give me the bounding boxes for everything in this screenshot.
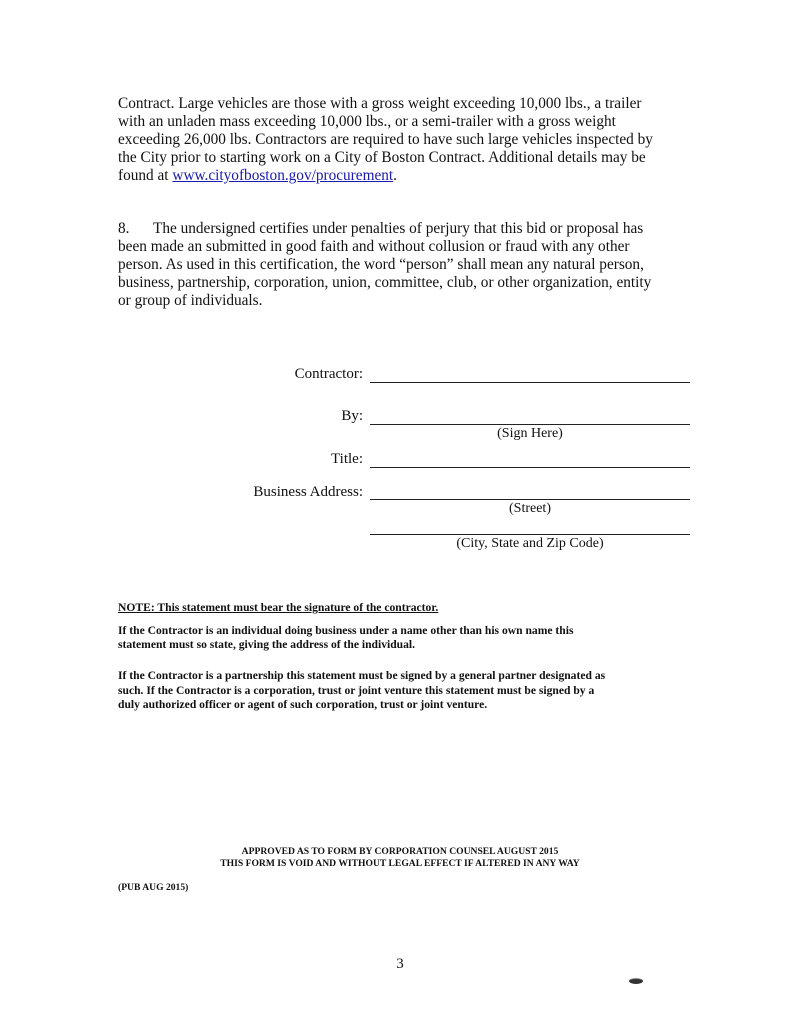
title-label: Title: bbox=[331, 451, 363, 467]
city-caption: (City, State and Zip Code) bbox=[456, 536, 604, 551]
note-line: statement must so state, giving the address of the individual. bbox=[118, 638, 416, 651]
para7-line: with an unladen mass exceeding 10,000 lbs., or a semi-trailer with a gross weight bbox=[118, 113, 616, 130]
note-heading: NOTE: This statement must bear the signature of the contractor. bbox=[118, 601, 439, 614]
sign-here-caption: (Sign Here) bbox=[497, 426, 563, 441]
text: . bbox=[393, 167, 397, 184]
para7-line bbox=[118, 167, 397, 185]
para8-line: been made an submitted in good faith and without collusion or fraud with any other bbox=[118, 238, 630, 255]
city-state-zip-field[interactable] bbox=[370, 534, 690, 535]
note-line: such. If the Contractor is a corporation, trust or joint venture this statement must be signed by a bbox=[118, 684, 595, 697]
approved-line: APPROVED AS TO FORM BY CORPORATION COUNSEL AUGUST 2015 bbox=[241, 846, 559, 857]
para8-line: or group of individuals. bbox=[118, 292, 263, 309]
void-line: THIS FORM IS VOID AND WITHOUT LEGAL EFFECT IF ALTERED IN ANY WAY bbox=[220, 858, 580, 869]
para8-line: business, partnership, corporation, union, committee, club, or other organization, entity bbox=[118, 274, 652, 291]
text: found at bbox=[118, 167, 173, 184]
street-field[interactable] bbox=[370, 499, 690, 500]
signature-field[interactable] bbox=[370, 424, 690, 425]
pub-date: (PUB AUG 2015) bbox=[118, 882, 189, 893]
contractor-field[interactable] bbox=[370, 382, 690, 383]
para7-line: Contract. Large vehicles are those with a gross weight exceeding 10,000 lbs., a trailer bbox=[118, 95, 642, 112]
page-number: 3 bbox=[396, 956, 404, 972]
scan-mark-icon bbox=[629, 978, 643, 984]
contractor-label: Contractor: bbox=[294, 366, 363, 382]
note-line: If the Contractor is a partnership this statement must be signed by a general partner designated as bbox=[118, 669, 606, 682]
para8-line bbox=[118, 220, 643, 238]
text: The undersigned certifies under penalties of perjury that this bid or proposal has bbox=[153, 220, 644, 237]
business-address-label: Business Address: bbox=[253, 484, 363, 500]
para7-line: exceeding 26,000 lbs. Contractors are required to have such large vehicles inspected by bbox=[118, 131, 653, 148]
street-caption: (Street) bbox=[509, 501, 551, 516]
by-label: By: bbox=[341, 408, 363, 424]
note-line: duly authorized officer or agent of such corporation, trust or joint venture. bbox=[118, 698, 488, 711]
procurement-link[interactable]: www.cityofboston.gov/procurement bbox=[172, 167, 394, 184]
note-line: If the Contractor is an individual doing business under a name other than his own name this bbox=[118, 624, 574, 637]
para7-line: the City prior to starting work on a City of Boston Contract. Additional details may be bbox=[118, 149, 646, 166]
para8-number: 8. bbox=[118, 220, 130, 237]
para8-line: person. As used in this certification, the word “person” shall mean any natural person, bbox=[118, 256, 644, 273]
title-field[interactable] bbox=[370, 467, 690, 468]
